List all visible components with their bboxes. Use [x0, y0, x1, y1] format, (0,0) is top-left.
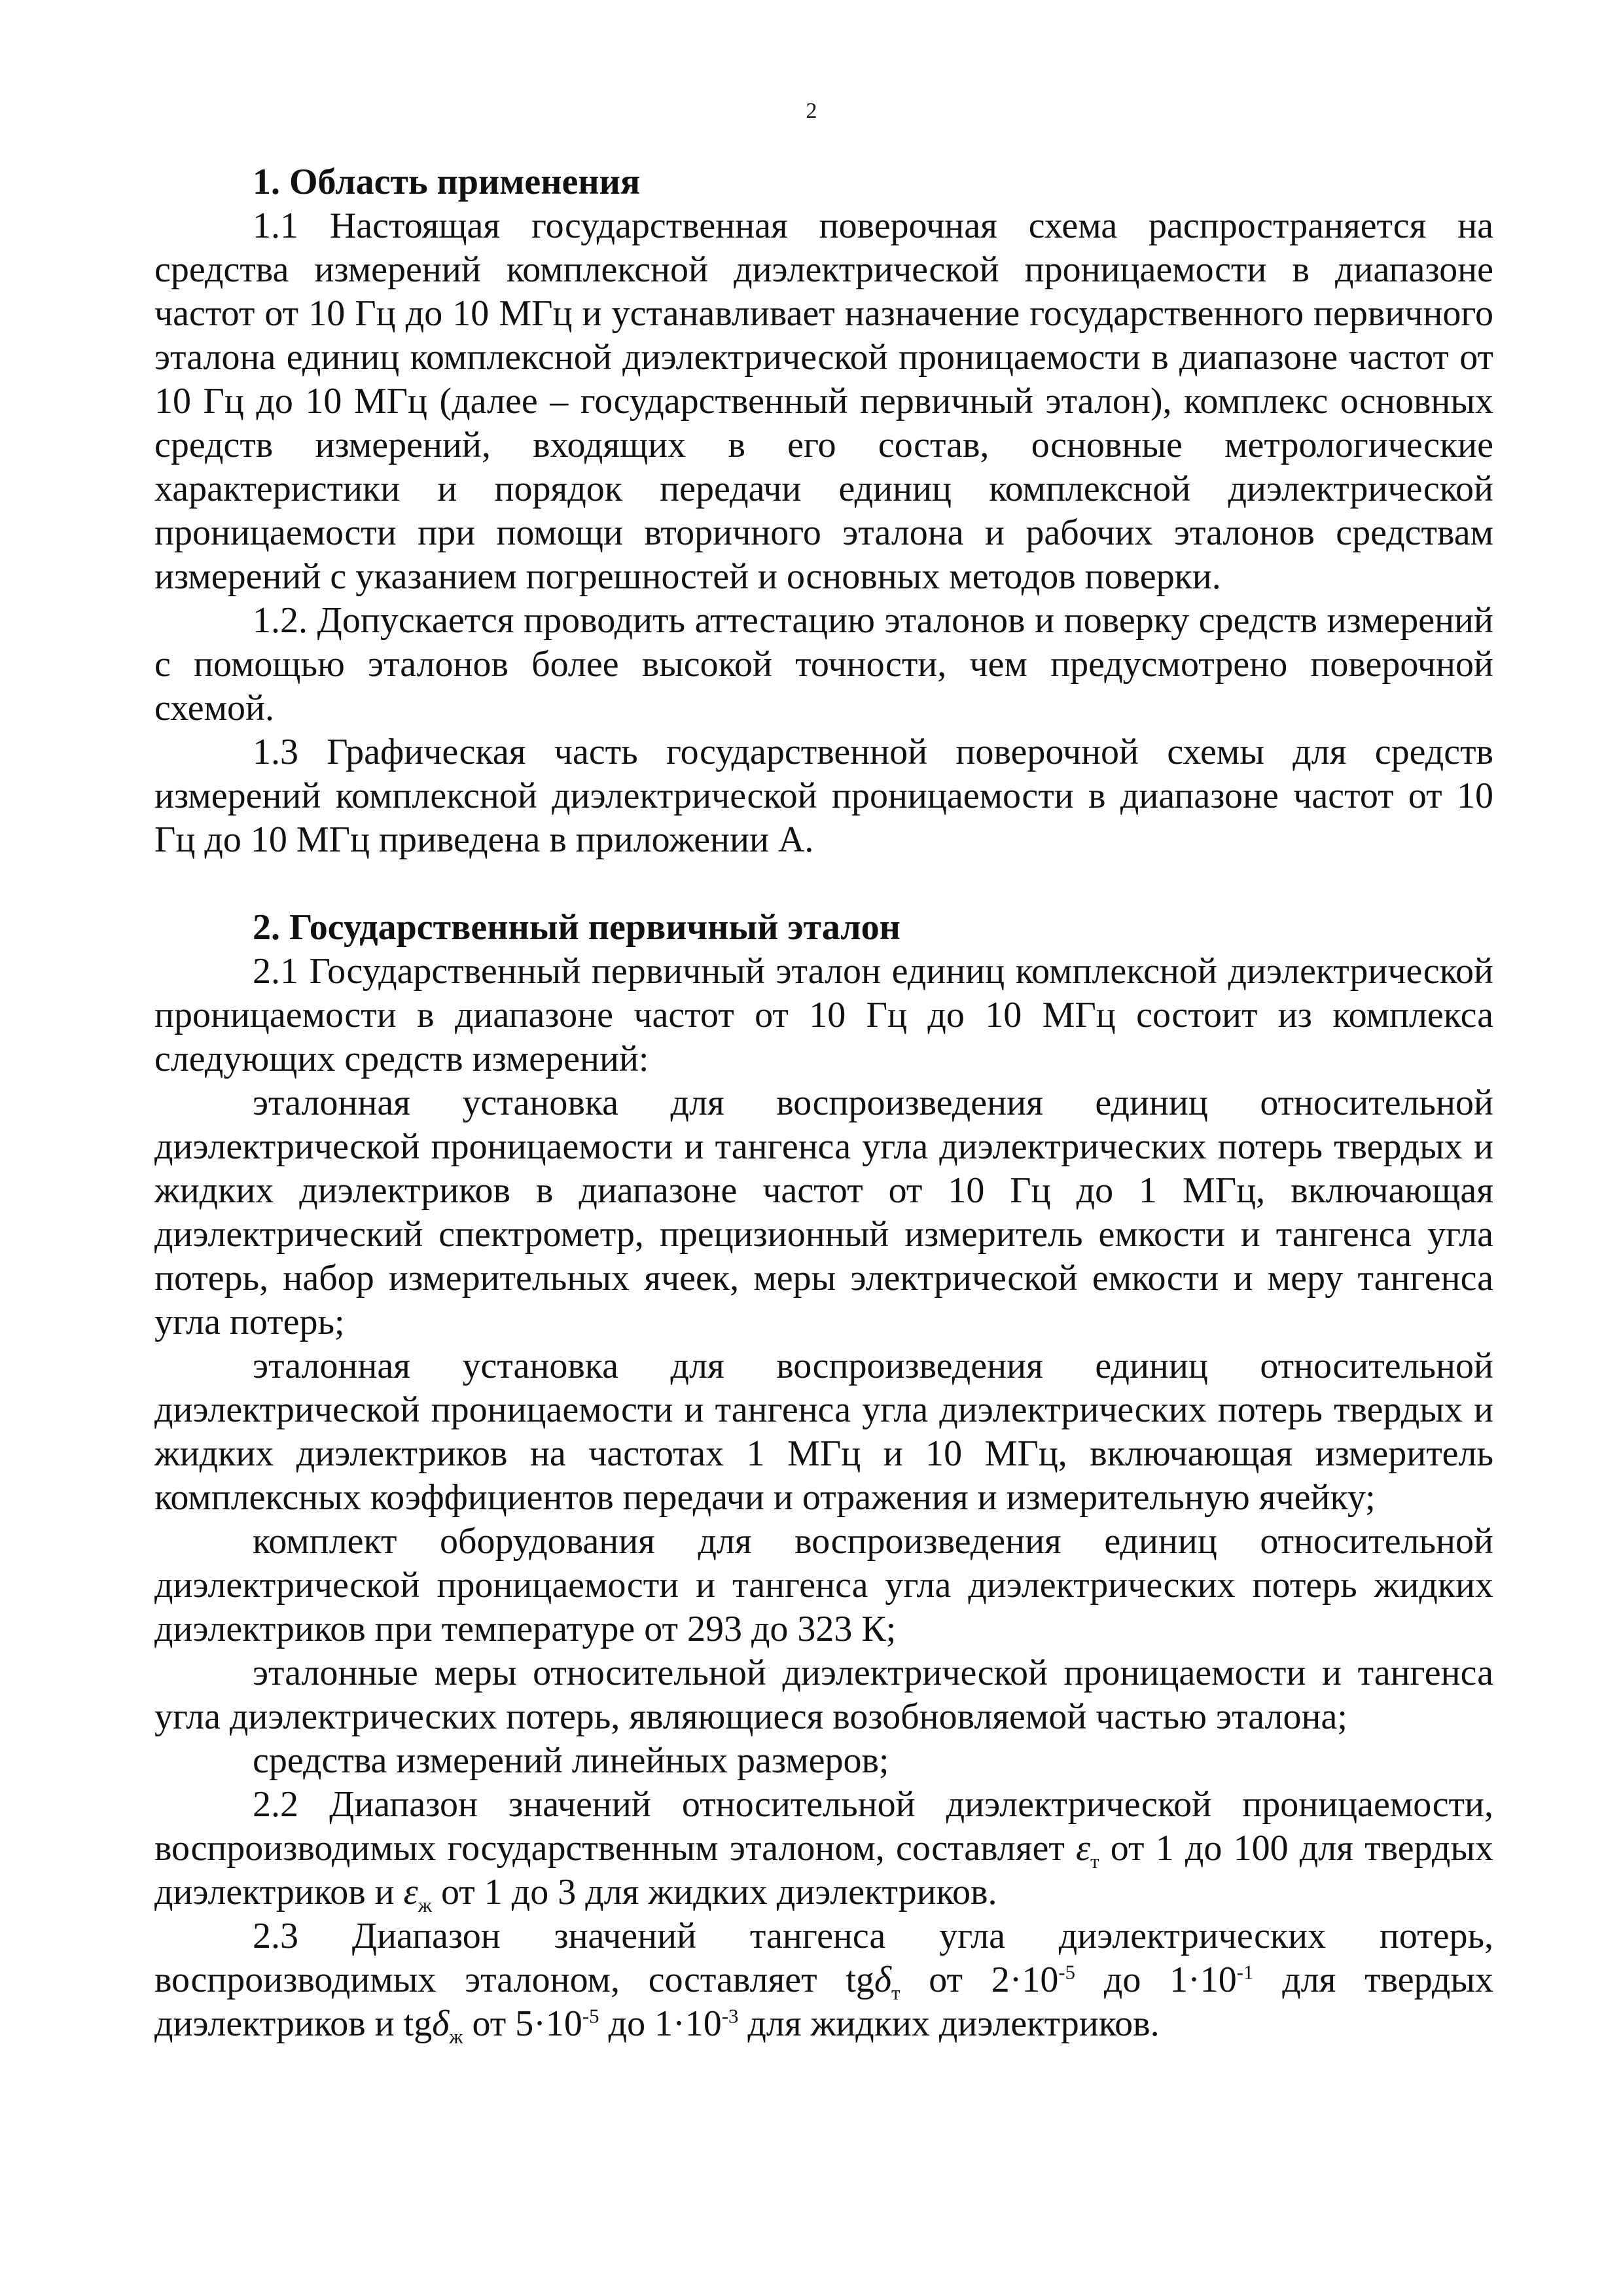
section-2-heading: 2. Государственный первичный эталон [253, 907, 901, 948]
subscript: т [1090, 1850, 1099, 1873]
text-run: до 1·10 [599, 2003, 722, 2044]
text-run: 2.2 Диапазон значений относительной диэлектрической проницаемости, воспроизводимых государственным эталоном, составляет [154, 1784, 1493, 1869]
paragraph-2-1: 2.1 Государственный первичный эталон единиц комплексной диэлектрической проницаемости в диапазоне частот от 10 Гц до 10 МГц состоит из комплекса следующих средств измерений: [154, 951, 1493, 1079]
paragraph-2-2 [154, 1783, 1493, 1917]
list-item: эталонная установка для воспроизведения единиц относительной диэлектрической проницаемости и тангенса угла диэлектрических потерь твердых и жидких диэлектриков на частотах 1 МГц и 10 МГц, включающая измеритель комплексных коэффициентов передачи и отражения и измерительную ячейку; [154, 1346, 1493, 1518]
document-body [154, 160, 1494, 2049]
text-run: 2.3 Диапазон значений тангенса угла диэлектрических потерь, воспроизводимых эталоном, составляет [154, 1916, 1493, 2000]
section-1-heading: 1. Область применения [253, 162, 641, 202]
text-run: от 1 до 3 для жидких диэлектриков. [432, 1872, 997, 1912]
section-spacer [154, 862, 1493, 906]
delta-symbol: δ [432, 2003, 450, 2044]
epsilon-symbol: ε [1076, 1828, 1091, 1869]
text-run: от 2·10 [900, 1960, 1059, 2000]
delta-symbol: δ [874, 1960, 891, 2000]
paragraph-2-3 [154, 1914, 1494, 2049]
paragraph-1-2: 1.2. Допускается проводить аттестацию эталонов и поверку средств измерений с помощью эталонов более высокой точности, чем предусмотрено поверочной схемой. [154, 600, 1493, 728]
superscript: -5 [1058, 1961, 1076, 1984]
text-run: от 1 до 100 для твердых диэлектриков и [154, 1828, 1493, 1912]
tg-symbol: tg [846, 1960, 874, 2000]
paragraph-1-3: 1.3 Графическая часть государственной поверочной схемы для средств измерений комплексной диэлектрической проницаемости в диапазоне частот от 10 Гц до 10 МГц приведена в приложении А. [154, 732, 1493, 860]
epsilon-symbol: ε [403, 1872, 418, 1912]
subscript: т [891, 1982, 901, 2005]
text-run: для твердых диэлектриков и [154, 1960, 1494, 2044]
page-number: 2 [806, 99, 817, 123]
text-run: от 5·10 [463, 2003, 582, 2044]
text-run: до 1·10 [1075, 1960, 1237, 2000]
superscript: -5 [582, 2005, 599, 2028]
subscript: ж [418, 1894, 433, 1917]
superscript: -1 [1236, 1961, 1254, 1984]
list-item: средства измерений линейных размеров; [253, 1740, 889, 1781]
list-item: эталонная установка для воспроизведения единиц относительной диэлектрической проницаемости и тангенса угла диэлектрических потерь твердых и жидких диэлектриков в диапазоне частот от 10 Гц до 1 МГц, включающая диэлектрический спектрометр, прецизионный измеритель емкости и тангенса угла потерь, набор измерительных ячеек, меры электрической емкости и меру тангенса угла потерь; [154, 1083, 1493, 1342]
list-item: комплект оборудования для воспроизведения единиц относительной диэлектрической проницаемости и тангенса угла диэлектрических потерь жидких диэлектриков при температуре от 293 до 323 К; [154, 1521, 1493, 1649]
list-item: эталонные меры относительной диэлектрической проницаемости и тангенса угла диэлектрических потерь, являющиеся возобновляемой частью эталона; [154, 1653, 1493, 1737]
paragraph-1-1: 1.1 Настоящая государственная поверочная схема распространяется на средства измерений комплексной диэлектрической проницаемости в диапазоне частот от 10 Гц до 10 МГц и устанавливает назначение государственного первичного эталона единиц комплексной диэлектрической проницаемости в диапазоне частот от 10 Гц до 10 МГц (далее – государственный первичный эталон), комплекс основных средств измерений, входящих в его состав, основные метрологические характеристики и порядок передачи единиц комплексной диэлектрической проницаемости при помощи вторичного эталона и рабочих эталонов средствам измерений с указанием погрешностей и основных методов поверки. [154, 206, 1493, 597]
superscript: -3 [721, 2005, 739, 2028]
text-run: для жидких диэлектриков. [738, 2003, 1160, 2044]
tg-symbol: tg [403, 2003, 433, 2044]
subscript: ж [449, 2026, 463, 2049]
